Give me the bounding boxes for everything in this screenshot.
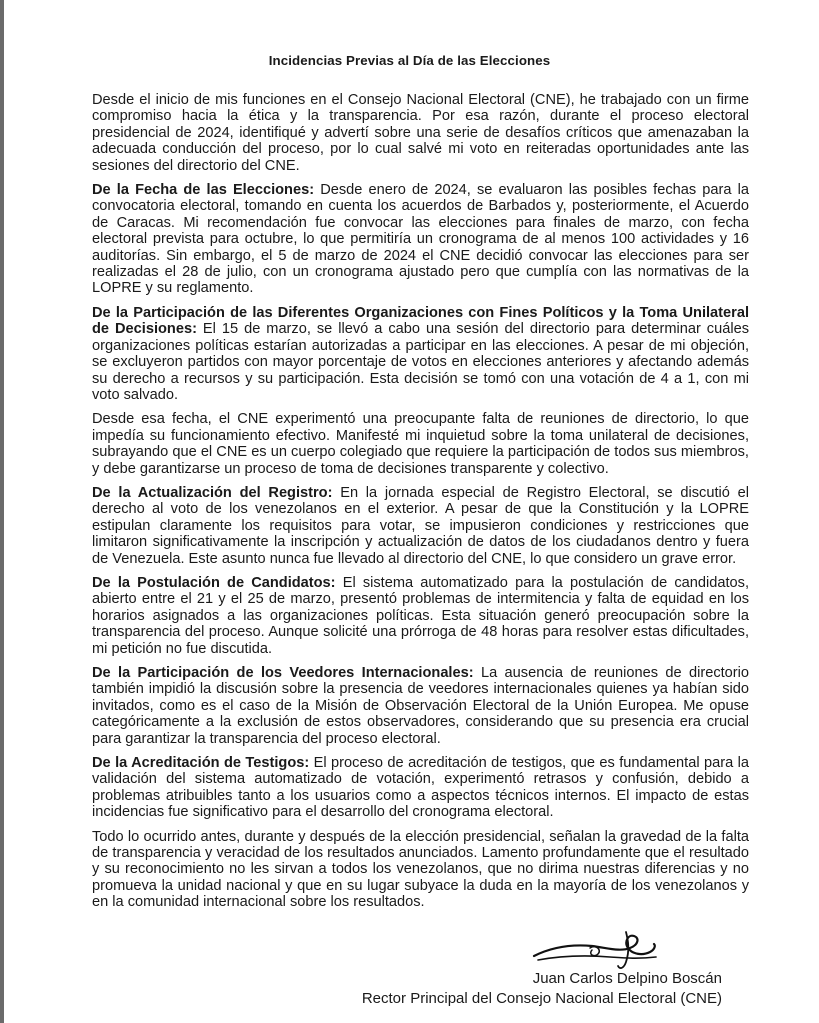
- paragraph-text: Desde esa fecha, el CNE experimentó una preocupante falta de reuniones de directorio, lo que impedía su funcionamiento efectivo. Manifesté mi inquietud sobre la toma unilateral de decisiones, subrayando que el CNE es un cuerpo colegiado que requiere la participación de todos sus miembros, y debe garantizarse un proceso de toma de decisiones transparente y colectivo.: [92, 411, 749, 477]
- paragraph-text: En la jornada especial de Registro Electoral, se discutió el derecho al voto de los venezolanos en el exterior. A pesar de que la Constitución y la LOPRE estipulan claramente los requisitos para votar, se impusieron condiciones y restricciones que limitaron significativamente la inscripción y actualización de datos de los ciudadanos dentro y fuera de Venezuela. Este asunto nunca fue llevado al directorio del CNE, lo que considero un grave error.: [92, 484, 749, 567]
- paragraph-participacion-organizaciones: [92, 305, 749, 403]
- handwritten-signature: [530, 926, 660, 974]
- signatory-role: Rector Principal del Consejo Nacional Electoral (CNE): [361, 990, 722, 1007]
- paragraph-text: La ausencia de reuniones de directorio también impidió la discusión sobre la presencia de veedores internacionales quienes ya habían sido invitados, como es el caso de la Misión de Observación Electoral de la Unión Europea. Me opuse categóricamente a la exclusión de estos observadores, considerando que su presencia era crucial para garantizar la transparencia del proceso electoral.: [92, 665, 749, 747]
- paragraph-text: Desde el inicio de mis funciones en el Consejo Nacional Electoral (CNE), he trabajado con un firme compromiso hacia la ética y la transparencia. Por esa razón, durante el proceso electoral presidencial de 2024, identifiqué y advertí sobre una serie de desafíos críticos que amenazaban la adecuada conducción del proceso, por lo cual salvé mi voto en reiteradas oportunidades ante las sesiones del directorio del CNE.: [92, 92, 749, 174]
- paragraph-text: Desde enero de 2024, se evaluaron las posibles fechas para la convocatoria electoral, tomando en cuenta los acuerdos de Barbados y, posteriormente, el Acuerdo de Caracas. Mi recomendación fue convocar las elecciones para finales de marzo, con fecha electoral prevista para octubre, lo que permitiría un cronograma de al menos 100 actividades y 16 auditorías. Sin embargo, el 5 de marzo de 2024 el CNE decidió convocar las elecciones para ser realizadas el 28 de julio, con un cronograma ajustado pero que cumplía con las normativas de la LOPRE y su reglamento.: [92, 182, 750, 297]
- section-heading: De la Acreditación de Testigos:: [92, 755, 310, 772]
- section-heading: De la Fecha de las Elecciones:: [92, 182, 315, 199]
- paragraph-conclusion: [92, 829, 749, 911]
- document-title: Incidencias Previas al Día de las Elecciones: [268, 53, 551, 68]
- paragraph-falta-reuniones: [92, 411, 749, 477]
- paragraph-fecha-elecciones: [92, 182, 749, 297]
- paragraph-veedores-internacionales: [92, 665, 749, 747]
- section-heading: De la Participación de los Veedores Internacionales:: [92, 665, 474, 681]
- paragraph-actualizacion-registro: [92, 485, 749, 567]
- paragraph-text: Todo lo ocurrido antes, durante y después de la elección presidencial, señalan la gravedad de la falta de transparencia y veracidad de los resultados anunciados. Lamento profundamente que el resultado y su reconocimiento no les sirvan a todos los venezolanos, que no dirima nuestras diferencias y no promueva la unidad nacional y que en su lugar subyace la duda en la mayoría de los venezolanos y en la comunidad internacional sobre los resultados.: [92, 828, 749, 911]
- paragraph-text: El 15 de marzo, se llevó a cabo una sesión del directorio para determinar cuáles organizaciones políticas estarían autorizadas a participar en las elecciones. A pesar de mi objeción, se excluyeron partidos con mayor porcentaje de votos en elecciones anteriores y afectando además su derecho a recursos y su participación. Esta decisión se tomó con una votación de 4 a 1, con mi voto salvado.: [92, 321, 749, 403]
- paragraph-intro: [92, 92, 749, 174]
- paragraph-text: El proceso de acreditación de testigos, que es fundamental para la validación del sistema automatizado de votación, experimentó retrasos y confusión, debido a problemas atribuibles tanto a los usuarios como a aspectos técnicos internos. El impacto de estas incidencias fue significativo para el desarrollo del cronograma electoral.: [92, 755, 749, 821]
- paragraph-postulacion-candidatos: [92, 575, 749, 657]
- section-heading: De la Actualización del Registro:: [92, 484, 333, 501]
- section-heading: De la Participación de las Diferentes Organizaciones con Fines Políticos y la Toma Unilateral de Decisiones:: [92, 304, 749, 338]
- document-body: [92, 92, 749, 919]
- page-edge-border: [0, 0, 4, 1023]
- section-heading: De la Postulación de Candidatos:: [92, 574, 336, 591]
- signatory-name: Juan Carlos Delpino Boscán: [532, 970, 722, 987]
- paragraph-text: El sistema automatizado para la postulación de candidatos, abierto entre el 21 y el 25 de marzo, presentó problemas de intermitencia y falta de equidad en los horarios asignados a las organizaciones políticas. Esta situación generó preocupación sobre la transparencia del proceso. Aunque solicité una prórroga de 48 horas para resolver estas dificultades, mi petición no fue discutida.: [92, 574, 749, 657]
- paragraph-acreditacion-testigos: [92, 755, 749, 821]
